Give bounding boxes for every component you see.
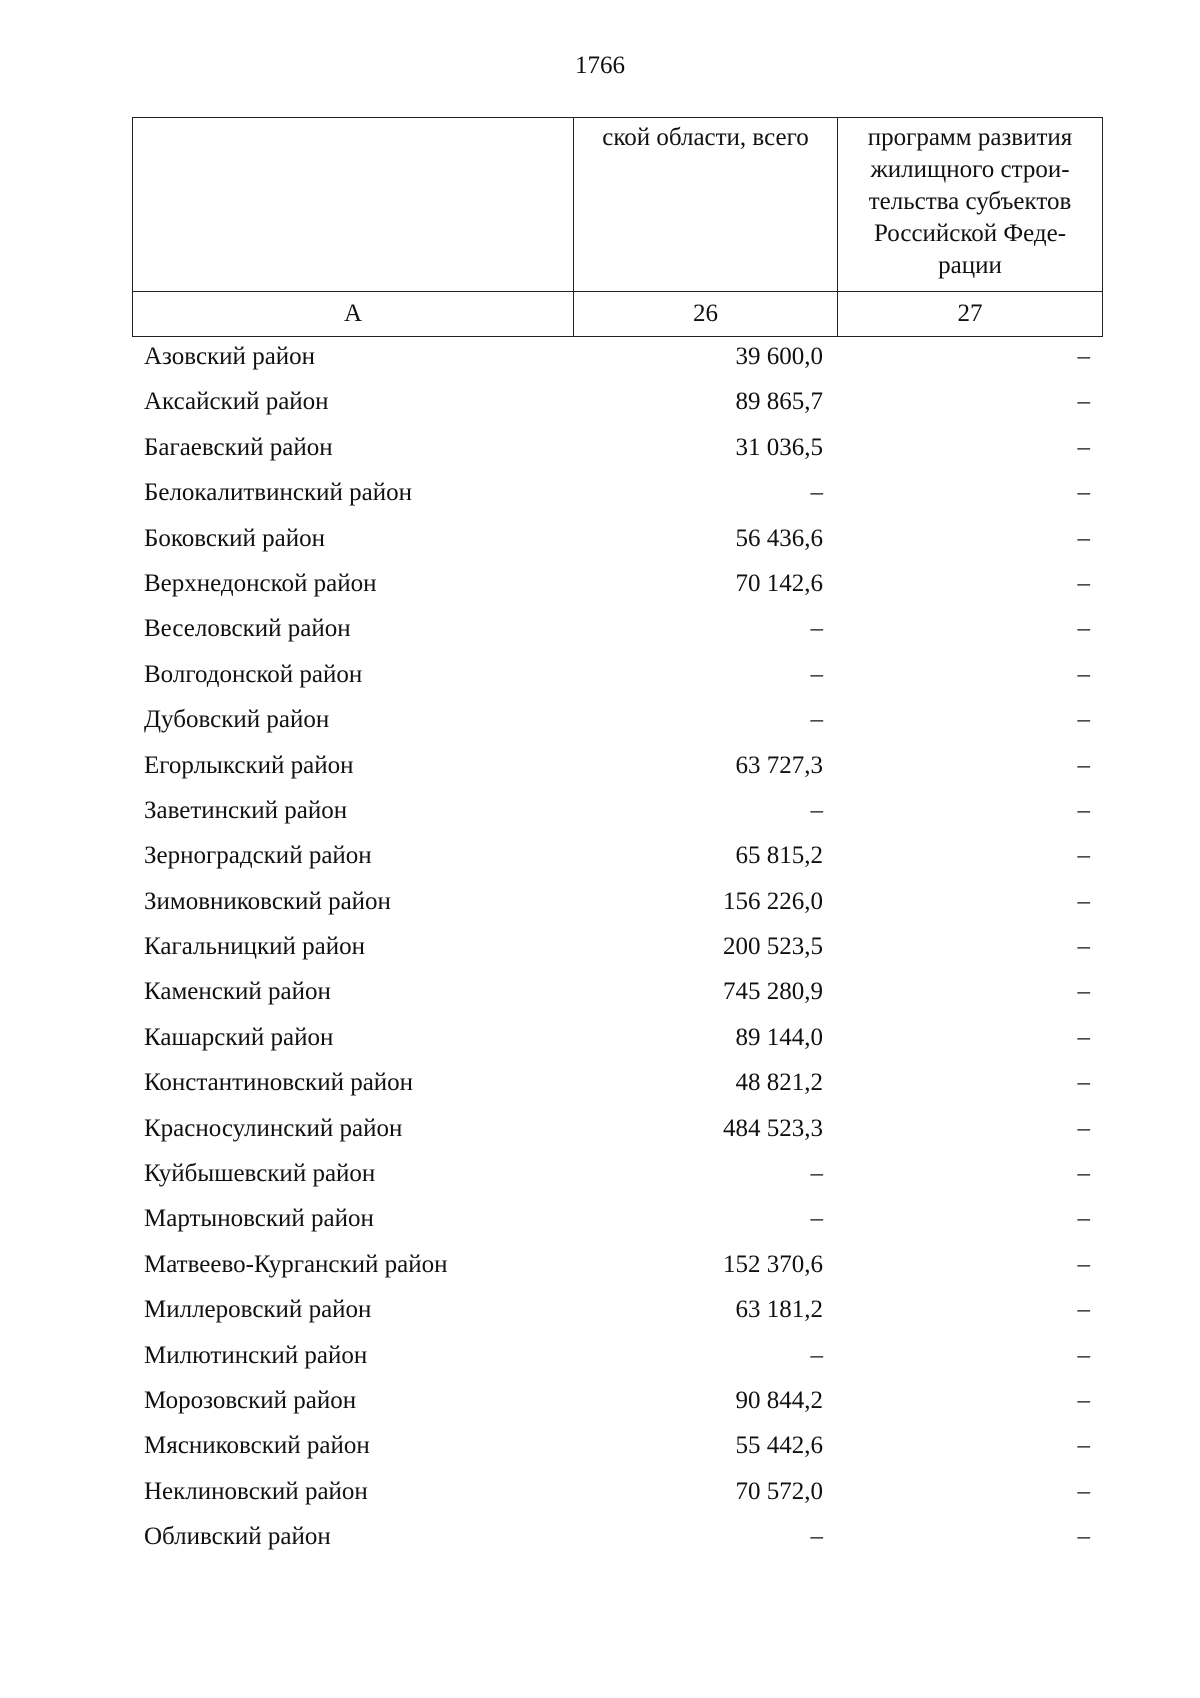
district-name: Багаевский район bbox=[144, 433, 333, 461]
value-col-26: – bbox=[810, 1205, 823, 1233]
value-col-27: – bbox=[1077, 706, 1090, 734]
value-col-26: – bbox=[810, 706, 823, 734]
value-col-26: – bbox=[810, 1523, 823, 1551]
value-col-26: 89 865,7 bbox=[735, 388, 823, 416]
district-name: Каменский район bbox=[144, 978, 331, 1006]
table-row bbox=[132, 470, 1102, 515]
value-col-27: – bbox=[1077, 1114, 1090, 1142]
value-col-27: – bbox=[1077, 1160, 1090, 1188]
value-col-26: 65 815,2 bbox=[735, 842, 823, 870]
header-col-27-line: рации bbox=[938, 252, 1002, 279]
district-name: Аксайский район bbox=[144, 388, 329, 416]
value-col-27: – bbox=[1077, 343, 1090, 370]
value-col-26: 200 523,5 bbox=[723, 933, 823, 961]
value-col-27: – bbox=[1077, 479, 1090, 507]
value-col-26: 48 821,2 bbox=[735, 1069, 823, 1097]
table-row bbox=[132, 379, 1102, 424]
value-col-27: – bbox=[1077, 842, 1090, 870]
value-col-27: – bbox=[1077, 569, 1090, 597]
table-row bbox=[132, 833, 1102, 878]
value-col-26: 70 572,0 bbox=[735, 1477, 823, 1505]
value-col-27: – bbox=[1077, 660, 1090, 688]
table-row bbox=[132, 1015, 1102, 1060]
value-col-27: – bbox=[1077, 1023, 1090, 1051]
table-row bbox=[132, 1242, 1102, 1287]
district-name: Зимовниковский район bbox=[144, 887, 391, 915]
header-col-26: ской области, всего bbox=[574, 118, 838, 292]
table-row bbox=[132, 1106, 1102, 1151]
table-row bbox=[132, 743, 1102, 788]
table-row bbox=[132, 1469, 1102, 1514]
value-col-27: – bbox=[1077, 796, 1090, 824]
district-name: Мясниковский район bbox=[144, 1432, 370, 1460]
value-col-26: 55 442,6 bbox=[735, 1432, 823, 1460]
table-header bbox=[132, 117, 1103, 337]
table-row bbox=[132, 879, 1102, 924]
district-name: Куйбышевский район bbox=[144, 1160, 376, 1188]
district-name: Заветинский район bbox=[144, 796, 348, 824]
value-col-26: – bbox=[810, 660, 823, 688]
header-col-a bbox=[133, 118, 574, 292]
district-name: Кагальницкий район bbox=[144, 933, 366, 961]
header-col-27-line: программ развития bbox=[867, 124, 1073, 151]
column-number-row bbox=[133, 292, 1103, 337]
table-row bbox=[132, 606, 1102, 651]
value-col-27: – bbox=[1077, 1341, 1090, 1369]
value-col-26: 90 844,2 bbox=[735, 1386, 823, 1414]
table-row bbox=[132, 1333, 1102, 1378]
value-col-26: 156 226,0 bbox=[723, 887, 823, 915]
value-col-26: 63 181,2 bbox=[735, 1296, 823, 1324]
column-number-a: А bbox=[133, 292, 574, 337]
district-name: Морозовский район bbox=[144, 1386, 357, 1414]
value-col-26: – bbox=[810, 796, 823, 824]
district-name: Верхнедонской район bbox=[144, 569, 377, 597]
header-col-27-line: тельства субъектов bbox=[868, 188, 1072, 215]
value-col-27: – bbox=[1077, 1386, 1090, 1414]
table-body bbox=[132, 334, 1102, 1560]
district-name: Матвеево-Курганский район bbox=[144, 1250, 448, 1278]
table-row bbox=[132, 1060, 1102, 1105]
header-col-27 bbox=[838, 118, 1103, 292]
value-col-27: – bbox=[1077, 751, 1090, 779]
table-row bbox=[132, 561, 1102, 606]
table-row bbox=[132, 1514, 1102, 1559]
table-row bbox=[132, 1287, 1102, 1332]
value-col-26: 745 280,9 bbox=[723, 978, 823, 1006]
value-col-26: 39 600,0 bbox=[735, 343, 823, 370]
value-col-27: – bbox=[1077, 615, 1090, 643]
value-col-26: – bbox=[810, 479, 823, 507]
district-name: Боковский район bbox=[144, 524, 325, 552]
district-name: Кашарский район bbox=[144, 1023, 334, 1051]
value-col-26: 70 142,6 bbox=[735, 569, 823, 597]
value-col-27: – bbox=[1077, 933, 1090, 961]
value-col-26: – bbox=[810, 1160, 823, 1188]
value-col-26: – bbox=[810, 615, 823, 643]
value-col-27: – bbox=[1077, 1250, 1090, 1278]
district-name: Неклиновский район bbox=[144, 1477, 368, 1505]
district-name: Белокалитвинский район bbox=[144, 479, 412, 507]
column-number-27: 27 bbox=[838, 292, 1103, 337]
header-row bbox=[133, 118, 1103, 292]
district-name: Миллеровский район bbox=[144, 1296, 372, 1324]
table-row bbox=[132, 788, 1102, 833]
district-name: Зерноградский район bbox=[144, 842, 372, 870]
table-row bbox=[132, 1196, 1102, 1241]
value-col-26: 152 370,6 bbox=[723, 1250, 823, 1278]
table-row bbox=[132, 924, 1102, 969]
table-row bbox=[132, 697, 1102, 742]
value-col-26: – bbox=[810, 1341, 823, 1369]
value-col-27: – bbox=[1077, 1069, 1090, 1097]
column-number-26: 26 bbox=[574, 292, 838, 337]
value-col-27: – bbox=[1077, 1205, 1090, 1233]
table-row bbox=[132, 1378, 1102, 1423]
header-col-27-line: Российской Феде- bbox=[873, 220, 1067, 247]
district-name: Константиновский район bbox=[144, 1069, 414, 1097]
value-col-27: – bbox=[1077, 1523, 1090, 1551]
value-col-27: – bbox=[1077, 887, 1090, 915]
value-col-27: – bbox=[1077, 524, 1090, 552]
district-name: Веселовский район bbox=[144, 615, 351, 643]
header-col-27-line: жилищного строи- bbox=[870, 156, 1070, 183]
page-number: 1766 bbox=[575, 52, 625, 79]
district-name: Егорлыкский район bbox=[144, 751, 354, 779]
district-name: Азовский район bbox=[144, 343, 316, 370]
table-row bbox=[132, 1423, 1102, 1468]
value-col-27: – bbox=[1077, 978, 1090, 1006]
value-col-27: – bbox=[1077, 433, 1090, 461]
table-row bbox=[132, 425, 1102, 470]
value-col-27: – bbox=[1077, 1477, 1090, 1505]
table-row bbox=[132, 652, 1102, 697]
value-col-26: 89 144,0 bbox=[735, 1023, 823, 1051]
district-name: Дубовский район bbox=[144, 706, 330, 734]
district-name: Милютинский район bbox=[144, 1341, 368, 1369]
value-col-26: 63 727,3 bbox=[735, 751, 823, 779]
table-row bbox=[132, 969, 1102, 1014]
value-col-27: – bbox=[1077, 388, 1090, 416]
table-row bbox=[132, 516, 1102, 561]
value-col-26: 56 436,6 bbox=[735, 524, 823, 552]
value-col-26: 31 036,5 bbox=[735, 433, 823, 461]
district-name: Мартыновский район bbox=[144, 1205, 374, 1233]
district-name: Обливский район bbox=[144, 1523, 331, 1551]
value-col-27: – bbox=[1077, 1432, 1090, 1460]
value-col-27: – bbox=[1077, 1296, 1090, 1324]
value-col-26: 484 523,3 bbox=[723, 1114, 823, 1142]
district-name: Красносулинский район bbox=[144, 1114, 403, 1142]
table-row bbox=[132, 1151, 1102, 1196]
district-name: Волгодонской район bbox=[144, 660, 363, 688]
table-row bbox=[132, 334, 1102, 379]
